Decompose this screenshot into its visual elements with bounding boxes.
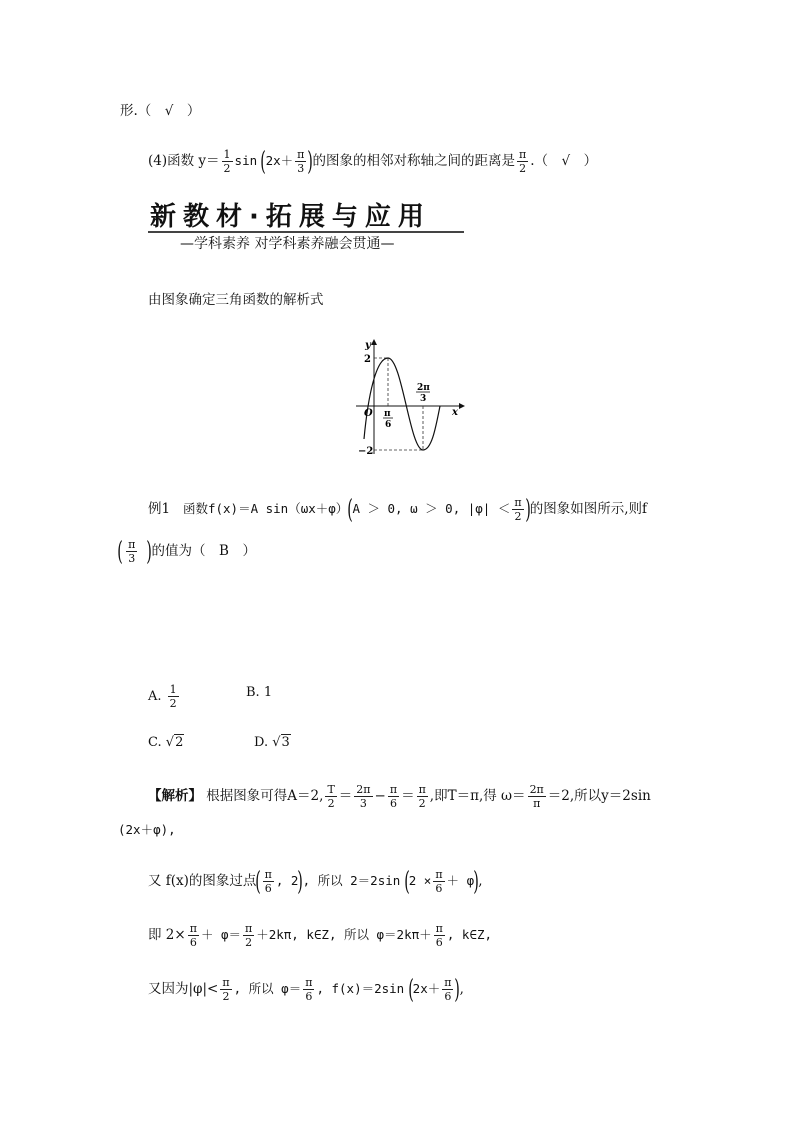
option-a[interactable]: A. $\frac{1}{2}$ [148,683,177,710]
solution-line-4: 又因为|φ|< $\frac{\pi}{2}$ , 所以 φ＝ $\frac{\pi}{6}$ , f(x)＝2sin (2x＋ $\frac{\pi}{6}$ ), [148,974,464,1005]
fraction: $\frac{1}{2}$ [223,148,231,175]
solution-line-1-cont: (2x＋φ), [118,822,176,837]
right-paren: ) [307,146,314,177]
tick-2pi-3-num: 2π [417,383,430,393]
sqrt: √3 [272,735,290,750]
y-min-label: −2 [358,446,374,457]
option-c[interactable]: C. √2 [148,733,184,753]
option-d[interactable]: D. √3 [254,733,291,753]
tick-2pi-3-den: 3 [420,394,427,404]
y-max-label: 2 [364,354,371,365]
tick-pi-6-den: 6 [385,420,392,430]
solution-line-1: 【解析】 根据图象可得A＝2, $\frac{T}{2}$ ＝ $\frac{2\pi}{3}$ − $\frac{\pi}{6}$ ＝ $\frac{\pi}{2}$ ,即T＝π,得 ω＝ $\frac{2\pi}{\pi}$ ＝2,所以y＝2sin [148,783,651,810]
left-paren: ( [260,146,267,177]
topic-heading: 由图象确定三角函数的解析式 [148,292,324,308]
section-banner-subtitle: —学科素养 对学科素养融会贯通— [180,236,395,252]
sine-graph [352,336,472,460]
section-banner-title: 新教材·拓展与应用 [150,202,431,232]
y-axis-label: y [365,340,371,351]
example-1-line1: 例1 函数f(x)＝A sin（ωx＋φ）(A ＞ 0, ω ＞ 0, |φ| ＜ $\frac{\pi}{2}$ )的图象如图所示,则f [148,494,648,525]
fraction: $\frac{\pi}{3}$ [297,148,305,175]
example-1-line2: ( $\frac{\pi}{3}$ )的值为（ B ） [117,536,256,567]
solution-line-3: 即 2× $\frac{\pi}{6}$ ＋ φ＝ $\frac{\pi}{2}$ ＋2kπ, k∈Z, 所以 φ＝2kπ＋ $\frac{\pi}{6}$ , k∈Z, [148,922,493,949]
solution-line-2: 又 f(x)的图象过点( $\frac{\pi}{6}$ , 2), 所以 2＝2sin (2 × $\frac{\pi}{6}$ ＋ φ), [148,866,483,897]
sqrt: √2 [165,735,184,750]
fraction: $\frac{\pi}{2}$ [519,148,527,175]
item-4: (4)函数 y＝ $\frac{1}{2}$ sin (2x＋ $\frac{\pi}{3}$ )的图象的相邻对称轴之间的距离是 $\frac{\pi}{2}$ .（ √ ） [148,146,598,177]
origin-label: O [364,408,373,419]
tick-pi-6-num: π [384,409,391,419]
x-axis-label: x [452,407,458,418]
sine-curve [364,358,440,450]
previous-item-tail: 形.（ √ ） [120,103,201,119]
option-b[interactable]: B. 1 [246,685,273,700]
